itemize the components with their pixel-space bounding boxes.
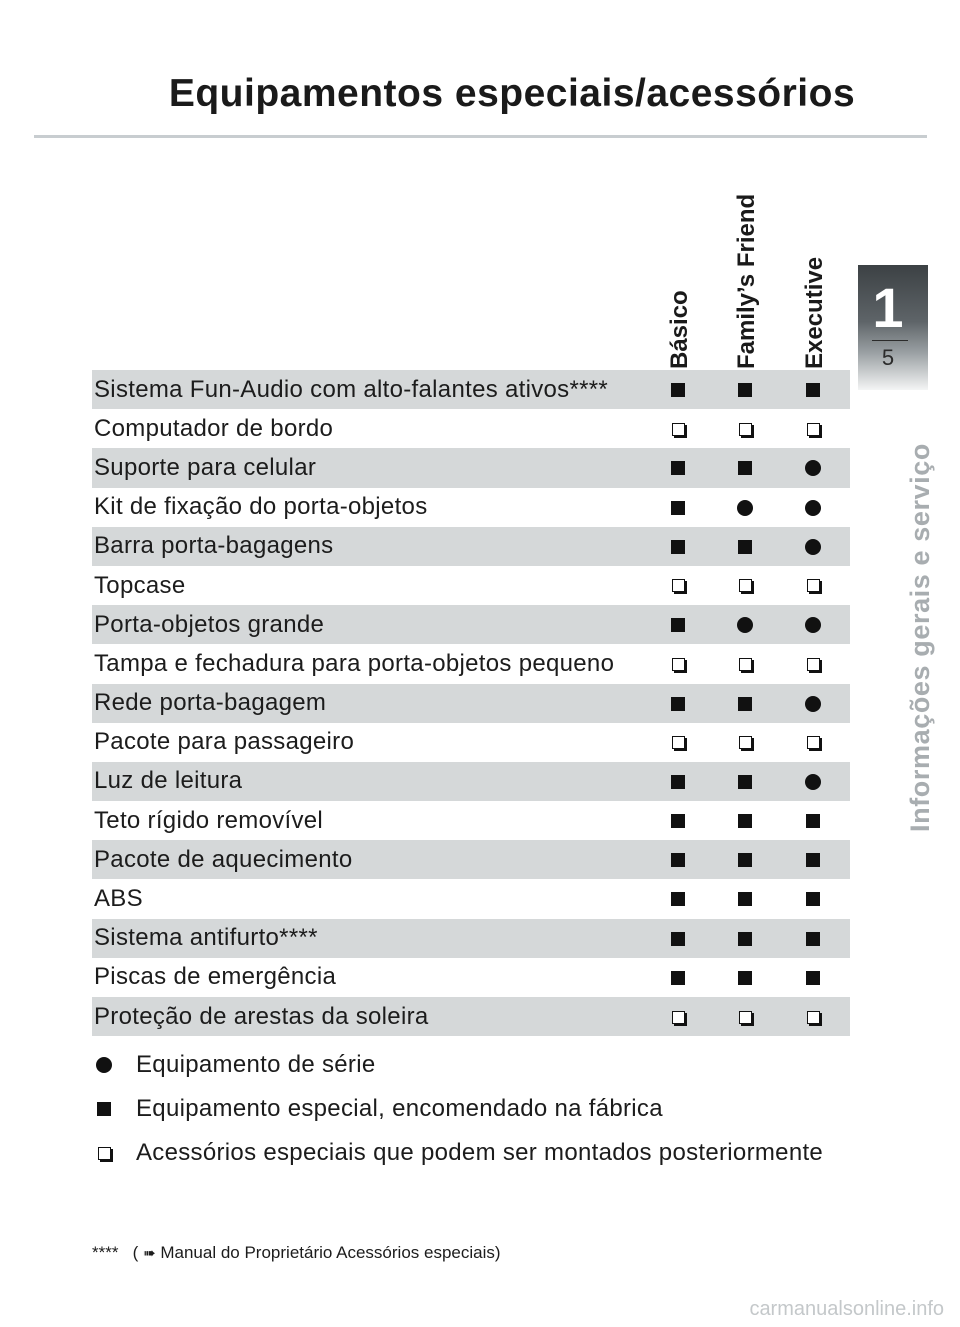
legend-text: Equipamento especial, encomendado na fábrica [136, 1095, 663, 1122]
column-header-familys-friend [733, 169, 763, 369]
table-cell [801, 535, 825, 559]
row-label: Proteção de arestas da soleira [94, 1002, 429, 1030]
table-cell [666, 456, 690, 480]
table-row [92, 409, 850, 448]
table-cell [733, 574, 757, 598]
filled-circle-icon [96, 1057, 112, 1073]
table-row [92, 684, 850, 723]
table-cell [801, 574, 825, 598]
table-row [92, 762, 850, 801]
table-cell [666, 809, 690, 833]
filled-square-icon [671, 501, 685, 515]
table-cell [666, 1005, 690, 1029]
table-cell [801, 652, 825, 676]
filled-square-icon [738, 971, 752, 985]
table-cell [801, 887, 825, 911]
filled-square-icon [671, 383, 685, 397]
column-header-label: Executive [801, 256, 828, 369]
table-cell [666, 731, 690, 755]
open-box-icon [807, 736, 820, 749]
filled-circle-icon [737, 500, 753, 516]
table-cell [733, 731, 757, 755]
filled-square-icon [738, 853, 752, 867]
open-box-icon [807, 1011, 820, 1024]
table-row [92, 566, 850, 605]
filled-square-icon [671, 971, 685, 985]
row-label: Rede porta-bagagem [94, 689, 327, 717]
open-box-icon [739, 579, 752, 592]
open-box-icon [672, 579, 685, 592]
open-box-icon [672, 736, 685, 749]
table-cell [801, 417, 825, 441]
table-cell [733, 809, 757, 833]
filled-circle-icon [805, 696, 821, 712]
chapter-divider [872, 340, 908, 341]
table-cell [733, 456, 757, 480]
row-label: Kit de fixação do porta-objetos [94, 493, 428, 521]
filled-square-icon [671, 540, 685, 554]
filled-square-icon [806, 971, 820, 985]
filled-square-icon [97, 1102, 111, 1116]
table-cell [666, 887, 690, 911]
table-cell [801, 496, 825, 520]
row-label: Sistema antifurto**** [94, 924, 318, 952]
table-cell [733, 692, 757, 716]
filled-square-icon [738, 775, 752, 789]
legend-symbol [92, 1057, 116, 1073]
table-row [92, 527, 850, 566]
table-cell [733, 613, 757, 637]
row-label: Barra porta-bagagens [94, 532, 334, 560]
footnote [92, 1243, 501, 1263]
filled-square-icon [806, 814, 820, 828]
row-label: Pacote de aquecimento [94, 845, 353, 873]
table-cell [801, 809, 825, 833]
table-cell [801, 456, 825, 480]
table-cell [733, 966, 757, 990]
table-cell [801, 770, 825, 794]
title-divider [34, 135, 927, 138]
column-header-executive [801, 169, 831, 369]
table-cell [666, 378, 690, 402]
filled-square-icon [806, 853, 820, 867]
open-box-icon [807, 658, 820, 671]
table-cell [801, 966, 825, 990]
legend-item [92, 1087, 663, 1131]
filled-square-icon [738, 814, 752, 828]
row-label: Sistema Fun-Audio com alto-falantes ativos**** [94, 375, 609, 403]
table-cell [666, 652, 690, 676]
table-cell [666, 496, 690, 520]
filled-circle-icon [805, 539, 821, 555]
arrow-right-icon: ➠ [143, 1245, 156, 1262]
table-cell [733, 887, 757, 911]
table-cell [733, 848, 757, 872]
page-number: 5 [881, 345, 895, 370]
table-row [92, 723, 850, 762]
filled-square-icon [671, 775, 685, 789]
table-cell [733, 770, 757, 794]
open-box-icon [739, 423, 752, 436]
filled-square-icon [806, 932, 820, 946]
open-box-icon [739, 658, 752, 671]
table-row [92, 488, 850, 527]
watermark: carmanualsonline.info [749, 1298, 944, 1320]
open-box-icon [98, 1147, 111, 1160]
table-cell [733, 652, 757, 676]
table-cell [666, 692, 690, 716]
filled-square-icon [671, 932, 685, 946]
legend-item [92, 1131, 824, 1175]
table-row [92, 919, 850, 958]
footnote-open: ( [132, 1243, 139, 1262]
filled-square-icon [671, 853, 685, 867]
open-box-icon [739, 1011, 752, 1024]
filled-square-icon [671, 461, 685, 475]
table-cell [801, 927, 825, 951]
row-label: Porta-objetos grande [94, 610, 325, 638]
table-cell [733, 417, 757, 441]
row-label: Computador de bordo [94, 414, 334, 442]
page-title: Equipamentos especiais/acessórios [168, 72, 856, 115]
table-cell [801, 378, 825, 402]
table-cell [801, 731, 825, 755]
table-cell [733, 535, 757, 559]
table-cell [666, 770, 690, 794]
table-cell [666, 966, 690, 990]
filled-square-icon [738, 540, 752, 554]
row-label: Tampa e fechadura para porta-objetos pequeno [94, 649, 615, 677]
filled-circle-icon [737, 617, 753, 633]
open-box-icon [739, 736, 752, 749]
symbol-legend [92, 1043, 824, 1175]
table-cell [733, 378, 757, 402]
filled-circle-icon [805, 460, 821, 476]
table-cell [666, 535, 690, 559]
footnote-text: Manual do Proprietário Acessórios especiais) [160, 1243, 501, 1262]
row-label: Piscas de emergência [94, 963, 337, 991]
filled-square-icon [806, 383, 820, 397]
table-cell [666, 927, 690, 951]
chapter-side-title: Informações gerais e serviço [905, 443, 935, 832]
open-box-icon [672, 1011, 685, 1024]
legend-text: Acessórios especiais que podem ser montados posteriormente [136, 1139, 824, 1166]
column-header-label: Family’s Friend [733, 193, 760, 369]
table-row [92, 801, 850, 840]
table-cell [733, 496, 757, 520]
filled-square-icon [738, 932, 752, 946]
column-header-basico [666, 169, 696, 369]
legend-symbol [92, 1102, 116, 1116]
filled-circle-icon [805, 774, 821, 790]
filled-square-icon [671, 697, 685, 711]
table-row [92, 997, 850, 1036]
table-cell [733, 1005, 757, 1029]
row-label: Suporte para celular [94, 453, 317, 481]
row-label: ABS [94, 885, 143, 913]
filled-circle-icon [805, 500, 821, 516]
filled-square-icon [738, 697, 752, 711]
chapter-number: 1 [872, 276, 904, 339]
row-label: Luz de leitura [94, 767, 243, 795]
filled-square-icon [671, 618, 685, 632]
row-label: Teto rígido removível [94, 806, 324, 834]
legend-symbol [92, 1147, 116, 1160]
open-box-icon [807, 579, 820, 592]
open-box-icon [672, 423, 685, 436]
filled-square-icon [738, 892, 752, 906]
table-row [92, 840, 850, 879]
table-cell [666, 417, 690, 441]
legend-item [92, 1043, 376, 1087]
table-cell [801, 848, 825, 872]
table-cell [801, 613, 825, 637]
table-cell [666, 848, 690, 872]
filled-square-icon [671, 892, 685, 906]
equipment-table [92, 370, 850, 1036]
table-cell [801, 1005, 825, 1029]
table-cell [666, 613, 690, 637]
filled-square-icon [738, 383, 752, 397]
filled-square-icon [671, 814, 685, 828]
table-row [92, 879, 850, 918]
table-row [92, 448, 850, 487]
row-label: Topcase [94, 571, 186, 599]
filled-square-icon [806, 892, 820, 906]
row-label: Pacote para passageiro [94, 728, 355, 756]
column-header-label: Básico [666, 290, 693, 369]
table-cell [666, 574, 690, 598]
table-row [92, 958, 850, 997]
filled-square-icon [738, 461, 752, 475]
open-box-icon [807, 423, 820, 436]
legend-text: Equipamento de série [136, 1051, 376, 1078]
footnote-marker: **** [92, 1243, 119, 1262]
table-row [92, 644, 850, 683]
table-row [92, 370, 850, 409]
filled-circle-icon [805, 617, 821, 633]
table-row [92, 605, 850, 644]
table-cell [801, 692, 825, 716]
open-box-icon [672, 658, 685, 671]
table-cell [733, 927, 757, 951]
